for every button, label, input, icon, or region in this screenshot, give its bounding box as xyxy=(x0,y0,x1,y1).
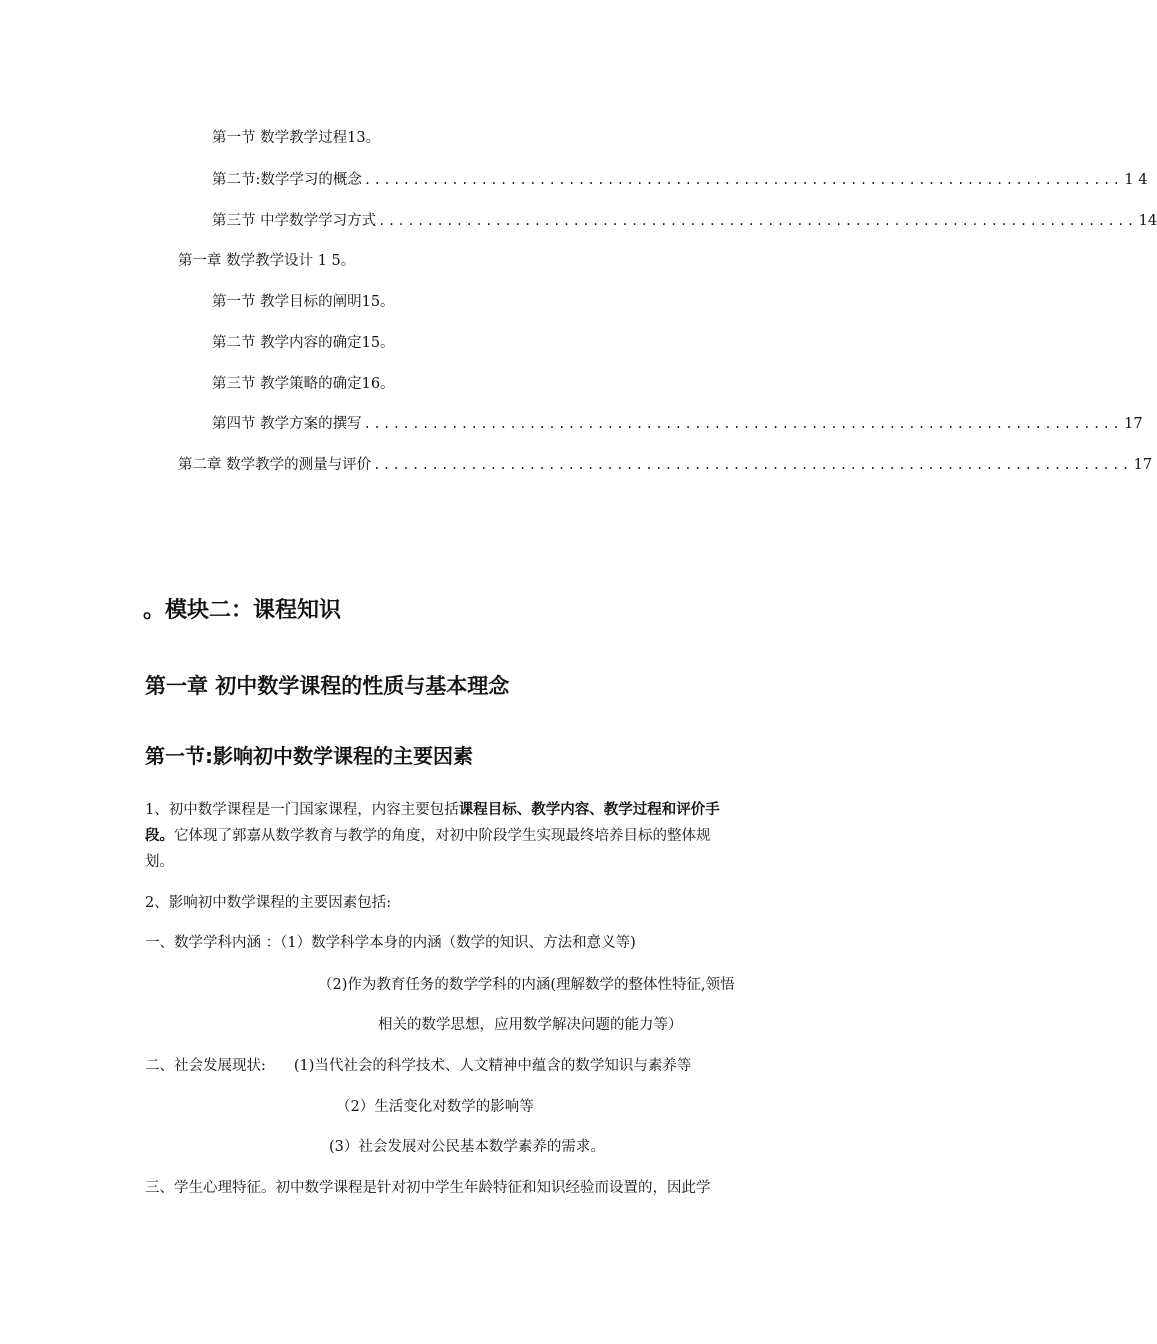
toc-page: 14 xyxy=(1138,213,1157,229)
factor-1-item-2: （2)作为教育任务的数学学科的内涵(理解数学的整体性特征,领悟 xyxy=(318,977,735,993)
paragraph-1-line-2 xyxy=(145,823,810,849)
factor-1-label: 一、数学学科内涵 ： xyxy=(145,935,281,951)
toc-page: 17 xyxy=(1124,416,1143,432)
toc-entry xyxy=(178,455,1153,475)
toc-entry xyxy=(212,414,1143,434)
toc-leader: .............................................................................. xyxy=(363,173,1123,187)
factor-2-item-1: (1)当代社会的科学技术、人文精神中蕴含的数学知识与素养等 xyxy=(293,1058,692,1074)
toc-title: 第三节 中学数学学习方式 xyxy=(212,213,377,229)
toc-title: 第一节 教学目标的阐明15。 xyxy=(212,294,395,310)
toc-title: 第三节 教学策略的确定16。 xyxy=(212,376,395,392)
paragraph-1 xyxy=(145,797,810,875)
paragraph-1-line-1 xyxy=(145,797,810,823)
toc-title: 第二节 教学内容的确定15。 xyxy=(212,335,395,351)
factor-1-item-2-cont: 相关的数学思想，应用数学解决问题的能力等） xyxy=(378,1017,683,1033)
module-title: 。模块二：课程知识 xyxy=(143,598,342,623)
toc-title: 第二章 数学教学的测量与评价 xyxy=(178,457,372,473)
toc-leader: .............................................................................. xyxy=(363,417,1123,431)
paragraph-text: 1、初中数学课程是一门国家课程，内容主要包括 xyxy=(145,802,459,818)
toc-entry xyxy=(212,170,1148,190)
paragraph-2: 2、影响初中数学课程的主要因素包括: xyxy=(145,895,392,911)
toc-title: 第一节 数学教学过程13。 xyxy=(212,130,381,146)
factor-2-line xyxy=(145,1056,691,1076)
toc-entry xyxy=(178,251,806,271)
factor-2-item-3: (3）社会发展对公民基本数学素养的需求。 xyxy=(329,1139,605,1155)
toc-title: 第二节:数学学习的概念 xyxy=(212,172,362,188)
factor-2-label: 二、社会发展现状: xyxy=(145,1058,266,1074)
paragraph-text: 它体现了郭嘉从数学教育与教学的角度，对初中阶段学生实现最终培养目标的整体规 xyxy=(174,828,711,844)
toc-entry xyxy=(212,333,806,353)
toc-entry xyxy=(212,374,806,394)
toc-leader: .............................................................................. xyxy=(378,214,1137,228)
toc-entry xyxy=(212,211,1157,231)
section-title: 第一节:影响初中数学课程的主要因素 xyxy=(145,744,473,768)
factor-1-item-1: （1）数学科学本身的内涵（数学的知识、方法和意义等) xyxy=(280,935,636,951)
key-terms: 段。 xyxy=(145,828,174,844)
toc-page: 17 xyxy=(1133,457,1153,473)
toc-page: 1 4 xyxy=(1124,172,1148,188)
toc-entry xyxy=(212,128,806,148)
factor-1-line xyxy=(145,933,636,953)
chapter-title: 第一章 初中数学课程的性质与基本理念 xyxy=(145,674,510,698)
key-terms: 课程目标、教学内容、教学过程和评价手 xyxy=(458,802,720,818)
paragraph-1-line-3: 划。 xyxy=(145,854,174,870)
toc-title: 第一章 数学教学设计 1 5。 xyxy=(178,253,356,269)
toc-title: 第四节 教学方案的撰写 xyxy=(212,416,362,432)
factor-3-line: 三、学生心理特征。初中数学课程是针对初中学生年龄特征和知识经验而设置的，因此学 xyxy=(145,1180,711,1196)
factor-2-item-2: （2）生活变化对数学的影响等 xyxy=(336,1099,534,1115)
toc-entry xyxy=(212,292,806,312)
toc-leader: .............................................................................. xyxy=(373,458,1132,472)
